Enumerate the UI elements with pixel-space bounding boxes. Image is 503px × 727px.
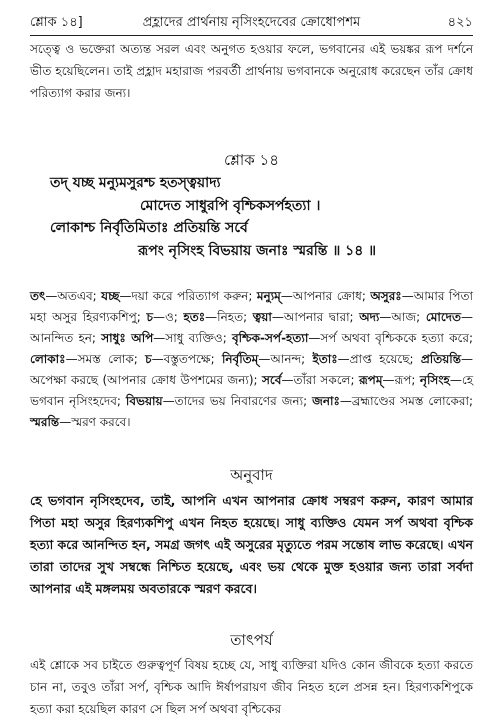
purport-heading: তাৎপর্য xyxy=(230,631,273,649)
translation-paragraph: হে ভগবান নৃসিংহদেব, তাই, আপনি এখন আপনার ক্রোধ সম্বরণ করুন, কারণ আমার পিতা মহা অসুর হিরণ্যকশিপু এখন নিহত হয়েছে। সাধু ব্যক্তিও যেমন সর্প অথবা বৃশ্চিক হত্যা করে আনন্দিত হন, সমগ্র জগৎ এই অসুরের মৃত্যুতে পরম সন্তোষ লাভ করেছে। এখন তারা তাদের সুখ সম্বন্ধে নিশ্চিত হয়েছে, এবং ভয় থেকে মুক্ত হওয়ার জন্য তারা সর্বদা আপনার এই মঙ্গলময় অবতারকে স্মরণ করবে। xyxy=(30,493,473,596)
header-chapter-title: প্রহ্লাদের প্রার্থনায় নৃসিংহদেবের ক্রোধোপশম xyxy=(142,15,361,30)
synonym-word: বৃশ্চিক-সর্প-হত্যা xyxy=(232,331,309,345)
synonym-word: সাধুঃ অপি xyxy=(101,331,154,345)
synonym-meaning: —রূপ; xyxy=(382,373,420,387)
synonym-meaning: —বস্তুতপক্ষে; xyxy=(151,352,222,366)
intro-paragraph: সত্ত্বে ও ভক্তেরা অত্যন্ত সরল এবং অনুগত হওয়ার ফলে, ভগবানের এই ভয়ঙ্কর রূপ দর্শনে ভীত হয়েছিলেন। তাই প্রহ্লাদ মহারাজ পরবর্তী প্রার্থনায় ভগবানকে অনুরোধ করেছেন তাঁর ক্রোধ পরিত্যাগ করার জন্য। xyxy=(30,42,473,100)
verse-line: লোকাশ্চ নির্বৃতিমিতাঃ প্রতিয়ন্তি সর্বে xyxy=(50,220,248,236)
synonym-meaning: —আজ; xyxy=(379,310,426,324)
synonym-meaning: —আপনার দ্বারা; xyxy=(271,310,360,324)
synonym-word: স্মরন্তি xyxy=(30,415,60,429)
synonym-meaning: —প্রাপ্ত হয়েছে; xyxy=(337,352,421,366)
synonym-meaning: —ও; xyxy=(152,310,184,324)
word-for-word-synonyms xyxy=(30,286,473,433)
verse-line: তদ্ যচ্ছ মন্যুমসুরশ্চ হতস্ত্বয়াদ্য xyxy=(50,175,221,191)
synonym-word: চ xyxy=(145,352,152,366)
header-verse-ref: শ্লোক ১৪] xyxy=(30,15,83,30)
synonym-meaning: —আনন্দিত হন; xyxy=(30,310,473,345)
synonym-word: মন্যুম্ xyxy=(256,289,281,303)
synonym-word: নৃসিংহ xyxy=(419,373,450,387)
synonym-word: রূপম্ xyxy=(358,373,383,387)
synonym-word: মোদেত xyxy=(425,310,461,324)
page-number: ৪২১ xyxy=(447,15,473,30)
synonym-meaning: —ব্রহ্মাণ্ডের সমস্ত লোকেরা; xyxy=(339,394,473,408)
synonym-meaning: —সাধু ব্যক্তিও; xyxy=(153,331,232,345)
synonym-word: জনাঃ xyxy=(312,394,340,408)
translation-heading: অনুবাদ xyxy=(230,466,273,484)
synonym-meaning: —হে ভগবান নৃসিংহদেব; xyxy=(30,373,474,408)
verse-line: রূপং নৃসিংহ বিভয়ায় জনাঃ স্মরন্তি ॥ ১৪ ॥ xyxy=(138,242,377,259)
synonym-word: চ xyxy=(146,310,153,324)
synonym-meaning: —আনন্দ; xyxy=(258,352,313,366)
synonym-word: নির্বৃতিম্ xyxy=(221,352,259,366)
synonym-meaning: —তাদের ভয় নিবারণের জন্য; xyxy=(162,394,313,408)
synonym-word: অদ্য xyxy=(359,310,380,324)
synonym-word: লোকাঃ xyxy=(30,352,66,366)
synonym-word: ইতাঃ xyxy=(312,352,338,366)
sanskrit-verse xyxy=(30,172,473,262)
verse-heading: শ্লোক ১৪ xyxy=(224,151,279,169)
synonym-meaning: —আপনার ক্রোধ; xyxy=(280,289,371,303)
synonym-meaning: —তাঁরা সকলে; xyxy=(281,373,359,387)
synonym-word: সর্বে xyxy=(262,373,282,387)
synonym-meaning: —নিহত; xyxy=(205,310,253,324)
synonym-meaning: —সর্প অথবা বৃশ্চিককে হত্যা করে; xyxy=(308,331,473,345)
header-divider xyxy=(30,35,473,36)
purport-paragraph: এই শ্লোকে সব চাইতে গুরুত্বপূর্ণ বিষয় হচ্ছে যে, সাধু ব্যক্তিরা যদিও কোন জীবকে হত্যা করতে চান না, তবুও তাঁরা সর্প, বৃশ্চিক আদি ঈর্ষাপরায়ণ জীব নিহত হলে প্রসন্ন হন। হিরণ্যকশিপুকে হত্যা করা হয়েছিল কারণ সে ছিল সর্প অথবা বৃশ্চিকের xyxy=(30,658,473,716)
synonym-word: বিভয়ায় xyxy=(125,394,163,408)
synonym-meaning: —সমস্ত লোক; xyxy=(65,352,146,366)
synonym-word: যচ্ছ xyxy=(101,289,120,303)
synonym-meaning: —অতএব; xyxy=(45,289,102,303)
synonym-word: অসুরঃ xyxy=(370,289,402,303)
synonym-meaning: —দয়া করে পরিত্যাগ করুন; xyxy=(119,289,257,303)
synonym-word: তৎ xyxy=(30,289,46,303)
synonym-meaning: —স্মরণ করবে। xyxy=(59,415,131,429)
synonym-meaning: —অপেক্ষা করছে (আপনার ক্রোধ উপশমের জন্য); xyxy=(30,352,473,387)
synonym-meaning: —আমার পিতা মহা অসুর হিরণ্যকশিপু; xyxy=(30,289,473,324)
synonym-word: হতঃ xyxy=(183,310,206,324)
synonym-word: প্রতিয়ন্তি xyxy=(420,352,461,366)
synonym-word: ত্বয়া xyxy=(252,310,272,324)
verse-line: মোদেত সাধুরপি বৃশ্চিকসর্পহত্যা । xyxy=(140,197,321,214)
running-header xyxy=(30,12,473,34)
